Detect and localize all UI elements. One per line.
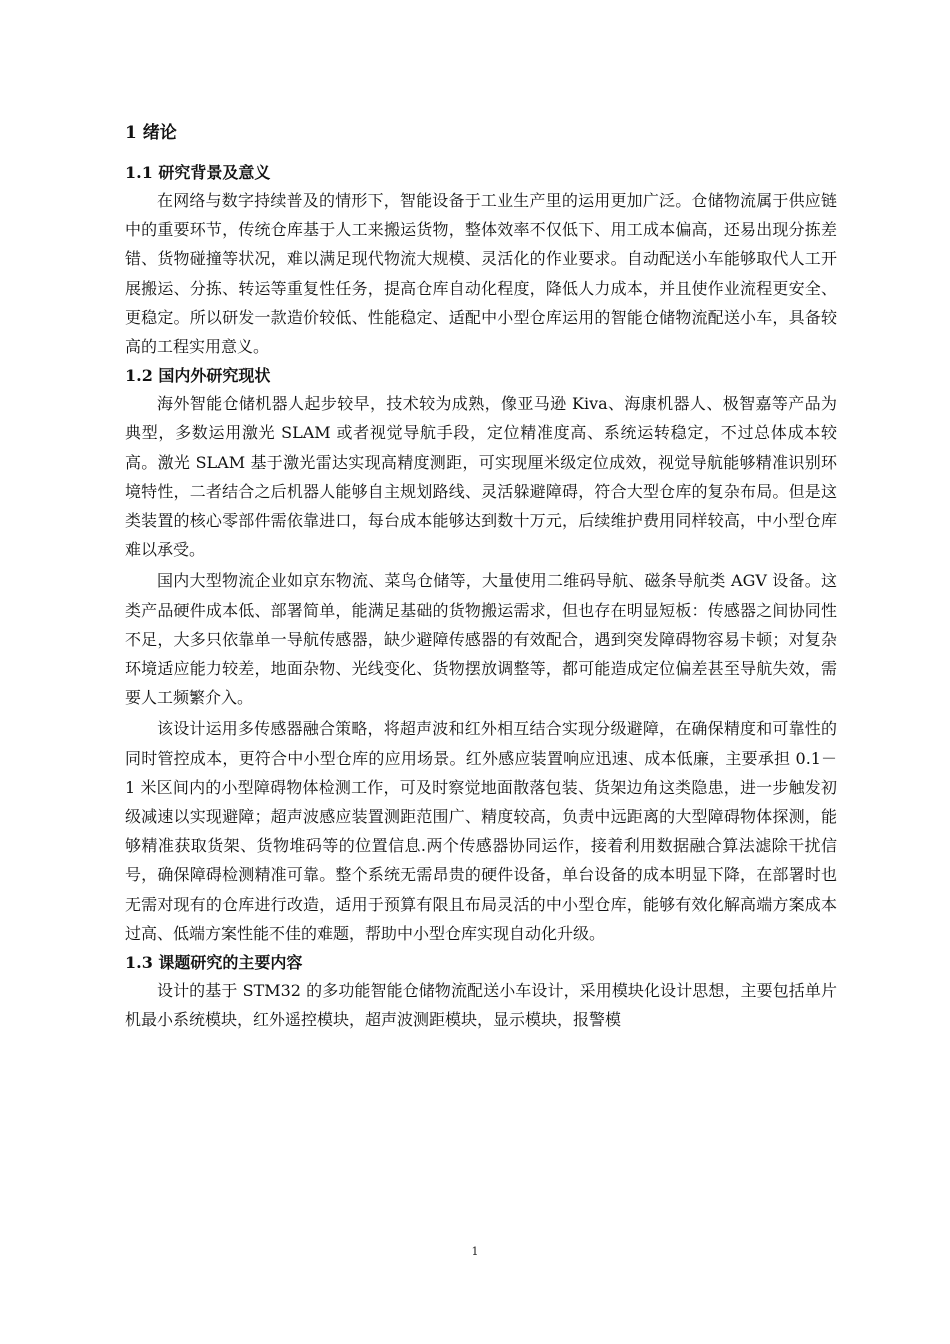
section-title-1-2: 1.2 国内外研究现状 bbox=[125, 366, 271, 386]
paragraph: 设计的基于 STM32 的多功能智能仓储物流配送小车设计，采用模块化设计思想，主要包括单片机最小系统模块，红外遥控模块，超声波测距模块，显示模块，报警模 bbox=[125, 981, 837, 1030]
chapter-title: 1 绪论 bbox=[125, 123, 177, 143]
paragraph: 该设计运用多传感器融合策略，将超声波和红外相互结合实现分级避障，在确保精度和可靠性的同时管控成本，更符合中小型仓库的应用场景。红外感应装置响应迅速、成本低廉，主要承担 0.1－1 米区间内的小型障碍物体检测工作，可及时察觉地面散落包装、货架边角这类隐患，进一步触发初级减速以实现避障；超声波感应装置测距范围广、精度较高，负责中远距离的大型障碍物体探测，能够精准获取货架、货物堆码等的位置信息.两个传感器协同运作，接着利用数据融合算法滤除干扰信号，确保障碍检测精准可靠。整个系统无需昂贵的硬件设备，单台设备的成本明显下降，在部署时也无需对现有的仓库进行改造，适用于预算有限且布局灵活的中小型仓库，能够有效化解高端方案成本过高、低端方案性能不佳的难题，帮助中小型仓库实现自动化升级。 bbox=[125, 719, 837, 943]
paragraph: 国内大型物流企业如京东物流、菜鸟仓储等，大量使用二维码导航、磁条导航类 AGV 设备。这类产品硬件成本低、部署简单，能满足基础的货物搬运需求，但也存在明显短板：传感器之间协同性不足，大多只依靠单一导航传感器，缺少避障传感器的有效配合，遇到突发障碍物容易卡顿；对复杂环境适应能力较差，地面杂物、光线变化、货物摆放调整等，都可能造成定位偏差甚至导航失效，需要人工频繁介入。 bbox=[125, 571, 837, 708]
section-title-1-1: 1.1 研究背景及意义 bbox=[125, 163, 271, 182]
document-page bbox=[125, 110, 837, 1034]
paragraph: 在网络与数字持续普及的情形下，智能设备于工业生产里的运用更加广泛。仓储物流属于供应链中的重要环节，传统仓库基于人工来搬运货物，整体效率不仅低下、用工成本偏高，还易出现分拣差错、货物碰撞等状况，难以满足现代物流大规模、灵活化的作业要求。自动配送小车能够取代人工开展搬运、分拣、转运等重复性任务，提高仓库自动化程度，降低人力成本，并且使作业流程更安全、更稳定。所以研发一款造价较低、性能稳定、适配中小型仓库运用的智能仓储物流配送小车，具备较高的工程实用意义。 bbox=[125, 191, 837, 357]
section-title-1-3: 1.3 课题研究的主要内容 bbox=[125, 953, 303, 973]
paragraph: 海外智能仓储机器人起步较早，技术较为成熟，像亚马逊 Kiva、海康机器人、极智嘉等产品为典型，多数运用激光 SLAM 或者视觉导航手段，定位精准度高、系统运转稳定，不过总体成本较高。激光 SLAM 基于激光雷达实现高精度测距，可实现厘米级定位成效，视觉导航能够精准识别环境特性，二者结合之后机器人能够自主规划路线、灵活躲避障碍，符合大型仓库的复杂布局。但是这类装置的核心零部件需依靠进口，每台成本能够达到数十万元，后续维护费用同样较高，中小型仓库难以承受。 bbox=[125, 394, 837, 560]
page-number: 1 bbox=[471, 1245, 479, 1258]
spacer bbox=[125, 146, 837, 160]
